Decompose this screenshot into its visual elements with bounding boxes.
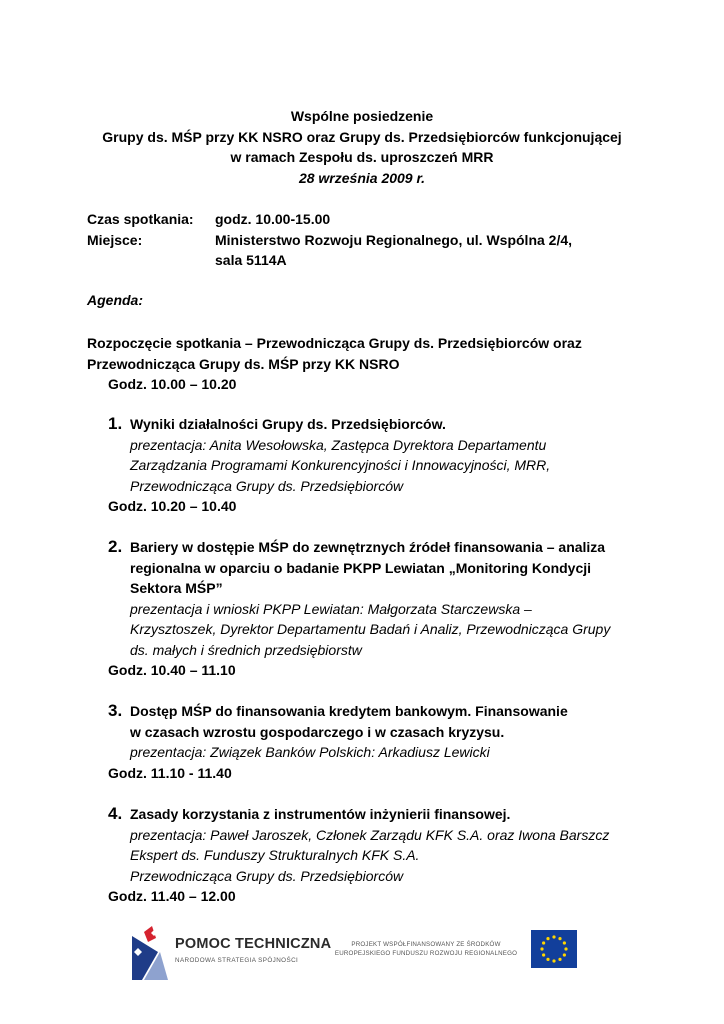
place-value-line-2: sala 5114A bbox=[215, 252, 287, 268]
place-label: Miejsce: bbox=[87, 231, 143, 248]
eu-star-icon bbox=[546, 937, 549, 940]
agenda-item-1 bbox=[108, 414, 648, 517]
pres-line: Przewodnicząca Grupy ds. Przedsiębiorców bbox=[130, 477, 404, 494]
item-title: Bariery w dostępie MŚP do zewnętrznych źródeł finansowania – analiza bbox=[130, 539, 606, 555]
header-line-1: Wspólne posiedzenie bbox=[290, 108, 434, 124]
pres-line: Krzysztoszek, Dyrektor Departamentu Badań i Analiz, Przewodnicząca Grupy bbox=[130, 621, 611, 637]
agenda-item-3 bbox=[108, 701, 648, 783]
time-label: Czas spotkania: bbox=[87, 211, 194, 227]
header-line-3: w ramach Zespołu ds. uproszczeń MRR bbox=[230, 149, 494, 165]
item-title: Zasady korzystania z instrumentów inżynierii finansowej. bbox=[130, 806, 511, 822]
item-time: Godz. 11.10 - 11.40 bbox=[108, 764, 232, 781]
eu-star-icon bbox=[542, 953, 545, 956]
item-presentation bbox=[108, 435, 648, 497]
eu-star-icon bbox=[540, 947, 543, 950]
narodowa-strategia-subtitle: NARODOWA STRATEGIA SPÓJNOŚCI bbox=[175, 957, 299, 964]
item-time: Godz. 11.40 – 12.00 bbox=[108, 888, 236, 904]
opening-line-2: Przewodnicząca Grupy ds. MŚP przy KK NSRO bbox=[87, 355, 400, 372]
item-number: 3. bbox=[108, 701, 123, 720]
item-title: Wyniki działalności Grupy ds. Przedsiębiorców. bbox=[130, 416, 446, 432]
eu-star-icon bbox=[546, 958, 549, 961]
agenda-item-2 bbox=[108, 537, 648, 681]
item-title: Sektora MŚP” bbox=[130, 580, 223, 596]
header-line-2: Grupy ds. MŚP przy KK NSRO oraz Grupy ds. Przedsiębiorców funkcjonującej bbox=[102, 128, 622, 145]
document-header bbox=[0, 106, 724, 188]
pomoc-techniczna-title: POMOC TECHNICZNA bbox=[175, 936, 332, 952]
time-value: godz. 10.00-15.00 bbox=[215, 211, 331, 227]
item-time: Godz. 10.40 – 11.10 bbox=[108, 662, 236, 678]
item-title: w czasach wzrostu gospodarczego i w czasach kryzysu. bbox=[130, 723, 505, 740]
pres-line: Zarządzania Programami Konkurencyjności i Innowacyjności, MRR, bbox=[130, 457, 551, 473]
eu-flag-icon bbox=[531, 930, 577, 968]
place-value-line-1: Ministerstwo Rozwoju Regionalnego, ul. Wspólna 2/4, bbox=[215, 231, 573, 248]
pres-line: prezentacja: Paweł Jaroszek, Członek Zarządu KFK S.A. oraz Iwona Barszcz bbox=[130, 826, 610, 843]
eu-star-icon bbox=[552, 959, 555, 962]
item-presentation bbox=[108, 825, 648, 887]
opening-time: Godz. 10.00 – 10.20 bbox=[108, 376, 237, 392]
item-presentation bbox=[108, 742, 648, 763]
item-time: Godz. 10.20 – 10.40 bbox=[108, 498, 237, 514]
pres-line: prezentacja: Związek Banków Polskich: Arkadiusz Lewicki bbox=[130, 744, 490, 760]
opening-section bbox=[87, 333, 647, 395]
item-number: 1. bbox=[108, 414, 123, 433]
item-title: regionalna w oparciu o badanie PKPP Lewiatan „Monitoring Kondycji bbox=[130, 559, 592, 576]
item-title: Dostęp MŚP do finansowania kredytem bankowym. Finansowanie bbox=[130, 703, 568, 719]
pres-line: ds. małych i średnich przedsiębiorstw bbox=[130, 641, 362, 658]
meeting-date: 28 września 2009 r. bbox=[298, 169, 426, 186]
pres-line: Przewodnicząca Grupy ds. Przedsiębiorców bbox=[130, 867, 404, 884]
opening-line-1: Rozpoczęcie spotkania – Przewodnicząca Grupy ds. Przedsiębiorców oraz bbox=[87, 335, 582, 351]
eu-star-icon bbox=[563, 941, 566, 944]
agenda-item-4 bbox=[108, 804, 648, 907]
eu-star-icon bbox=[558, 958, 561, 961]
item-number: 4. bbox=[108, 804, 123, 823]
pres-line: prezentacja i wnioski PKPP Lewiatan: Małgorzata Starczewska – bbox=[130, 600, 532, 617]
item-number: 2. bbox=[108, 537, 123, 556]
agenda-label: Agenda: bbox=[87, 292, 143, 308]
eu-note-line-2: EUROPEJSKIEGO FUNDUSZU ROZWOJU REGIONALNEGO bbox=[334, 950, 518, 957]
pres-line: prezentacja: Anita Wesołowska, Zastępca Dyrektora Departamentu bbox=[130, 436, 547, 453]
meeting-details bbox=[87, 209, 635, 271]
eu-star-icon bbox=[564, 947, 567, 950]
footer-logos bbox=[0, 918, 724, 984]
eu-star-icon bbox=[558, 937, 561, 940]
pres-line: Ekspert ds. Funduszy Strukturalnych KFK S.A. bbox=[130, 847, 420, 863]
eu-star-icon bbox=[552, 935, 555, 938]
eu-cofinancing-note bbox=[328, 940, 524, 958]
pomoc-techniczna-logo-icon bbox=[128, 922, 172, 982]
eu-star-icon bbox=[563, 953, 566, 956]
item-presentation bbox=[108, 599, 648, 661]
eu-star-icon bbox=[542, 941, 545, 944]
place-value bbox=[215, 230, 635, 271]
eu-note-line-1: PROJEKT WSPÓŁFINANSOWANY ZE ŚRODKÓW bbox=[351, 941, 501, 948]
